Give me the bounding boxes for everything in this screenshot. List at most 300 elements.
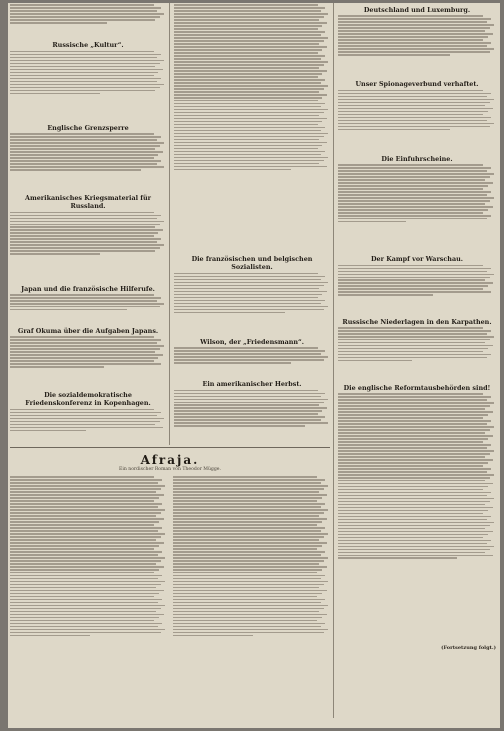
text-line: [338, 468, 491, 470]
text-line: [10, 218, 157, 220]
text-line: [173, 629, 328, 631]
text-line: [10, 635, 90, 637]
text-line: [173, 542, 327, 544]
text-line: [10, 215, 161, 217]
text-line: [174, 112, 324, 114]
text-line: [10, 412, 161, 414]
text-line: [338, 405, 490, 407]
text-line: [174, 282, 328, 284]
text-line: [174, 115, 319, 117]
text-line: [174, 285, 324, 287]
text-line: [10, 221, 164, 223]
text-line: [10, 226, 155, 228]
text-line: [338, 557, 457, 559]
text-line: [338, 185, 488, 187]
text-line: [338, 501, 490, 503]
text-line: [10, 78, 161, 80]
text-line: [10, 629, 165, 631]
text-line: [10, 84, 164, 86]
text-line: [174, 79, 325, 81]
text-line: [338, 54, 450, 56]
text-line: [10, 63, 160, 65]
text-line: [10, 238, 161, 240]
text-line: [338, 15, 483, 17]
text-line: [338, 51, 490, 53]
text-line: [10, 297, 161, 299]
headline: Russische Niederlagen in den Karpathen.: [342, 317, 492, 326]
text-line: [10, 235, 154, 237]
text-line: [10, 596, 154, 598]
text-line: [174, 58, 321, 60]
text-line: [10, 163, 157, 165]
article-text: [10, 409, 166, 445]
text-line: [173, 488, 324, 490]
text-line: [338, 519, 487, 521]
text-line: [338, 342, 485, 344]
text-line: [173, 611, 319, 613]
text-line: [10, 90, 155, 92]
column-divider: [333, 3, 334, 718]
text-line: [10, 160, 161, 162]
text-line: [10, 587, 156, 589]
text-line: [10, 133, 154, 135]
text-line: [10, 342, 157, 344]
text-line: [10, 560, 161, 562]
text-line: [338, 96, 487, 98]
text-line: [174, 10, 321, 12]
text-line: [174, 7, 325, 9]
text-line: [174, 393, 325, 395]
text-line: [174, 160, 324, 162]
text-line: [10, 430, 86, 432]
text-line: [10, 500, 154, 502]
text-line: [10, 241, 157, 243]
text-line: [173, 551, 325, 553]
text-line: [338, 360, 412, 362]
text-line: [173, 482, 321, 484]
text-line: [10, 545, 159, 547]
text-line: [10, 620, 154, 622]
text-line: [338, 528, 485, 530]
text-line: [338, 279, 485, 281]
text-line: [173, 494, 327, 496]
text-line: [10, 557, 165, 559]
text-line: [338, 504, 485, 506]
text-line: [10, 512, 161, 514]
text-line: [10, 145, 160, 147]
text-line: [174, 273, 318, 275]
text-line: [174, 100, 318, 102]
text-line: [10, 536, 161, 538]
feuilleton-title: Afraja.: [140, 453, 200, 467]
text-line: [174, 82, 321, 84]
text-line: [338, 209, 488, 211]
text-line: [10, 617, 159, 619]
text-line: [10, 294, 154, 296]
text-line: [10, 542, 164, 544]
text-line: [338, 546, 494, 548]
text-line: [173, 512, 324, 514]
text-line: [338, 206, 493, 208]
text-line: [10, 224, 160, 226]
text-line: [338, 408, 485, 410]
text-line: [173, 548, 317, 550]
text-line: [174, 121, 322, 123]
article-text: [338, 15, 496, 77]
feuilleton-subtitle: Ein nordischer Roman von Theodor Mügge.: [119, 467, 221, 472]
text-line: [338, 543, 487, 545]
text-line: [173, 557, 328, 559]
text-line: [10, 482, 158, 484]
text-line: [174, 359, 324, 361]
text-line: [10, 4, 154, 6]
text-line: [10, 424, 155, 426]
text-line: [10, 345, 164, 347]
text-line: [10, 590, 164, 592]
text-line: [174, 402, 324, 404]
text-line: [10, 599, 162, 601]
text-line: [10, 7, 161, 9]
text-line: [10, 69, 163, 71]
text-line: [174, 97, 322, 99]
text-line: [338, 486, 488, 488]
text-line: [338, 402, 494, 404]
text-line: [174, 169, 291, 171]
text-line: [10, 22, 107, 24]
text-line: [338, 126, 490, 128]
headline: Wilson, der „Friedensmann“.: [200, 337, 304, 346]
text-line: [338, 39, 483, 41]
text-line: [173, 506, 321, 508]
text-line: [173, 539, 319, 541]
text-line: [338, 426, 494, 428]
newspaper-page: [8, 3, 500, 728]
text-line: [338, 396, 491, 398]
text-line: [173, 587, 319, 589]
text-line: [10, 250, 155, 252]
text-line: [10, 593, 159, 595]
text-line: [173, 572, 317, 574]
text-line: [338, 339, 490, 341]
text-line: [338, 93, 491, 95]
text-line: [338, 288, 483, 290]
text-line: [10, 151, 163, 153]
text-line: [173, 476, 317, 478]
feuilleton-column-1: [10, 475, 167, 716]
text-line: [10, 509, 165, 511]
text-line: [10, 491, 156, 493]
text-line: [10, 360, 154, 362]
text-line: [173, 578, 321, 580]
text-line: [10, 572, 154, 574]
text-line: [10, 142, 164, 144]
text-line: [173, 596, 317, 598]
text-line: [174, 22, 327, 24]
text-line: [174, 103, 325, 105]
text-line: [10, 66, 155, 68]
article-text: [338, 265, 496, 315]
text-line: [173, 497, 322, 499]
text-line: [10, 16, 160, 18]
text-line: [174, 407, 327, 409]
text-line: [10, 348, 160, 350]
text-line: [10, 602, 158, 604]
text-line: [174, 300, 325, 302]
text-line: [10, 554, 158, 556]
text-line: [173, 500, 317, 502]
text-line: [338, 489, 483, 491]
text-line: [10, 608, 161, 610]
text-line: [173, 605, 328, 607]
text-line: [338, 45, 487, 47]
headline: Russische „Kultur“.: [52, 41, 124, 50]
text-line: [10, 51, 154, 53]
text-line: [338, 414, 488, 416]
text-line: [174, 422, 328, 424]
text-line: [174, 19, 319, 21]
headline: Ein amerikanischer Herbst.: [202, 380, 302, 389]
text-line: [338, 555, 493, 557]
text-line: [10, 136, 161, 138]
text-line: [338, 348, 488, 350]
text-line: [338, 483, 493, 485]
text-line: [173, 635, 253, 637]
text-line: [338, 99, 494, 101]
headline: Englische Grenzsperre: [47, 123, 129, 132]
text-line: [174, 13, 328, 15]
text-line: [338, 456, 485, 458]
text-line: [173, 503, 325, 505]
text-line: [10, 166, 164, 168]
text-line: [174, 312, 285, 314]
text-line: [338, 176, 490, 178]
text-line: [10, 418, 164, 420]
text-line: [10, 611, 156, 613]
text-line: [10, 632, 161, 634]
text-line: [10, 157, 154, 159]
text-line: [173, 590, 327, 592]
text-line: [174, 136, 324, 138]
section-divider: [10, 447, 330, 448]
article-text: [174, 273, 330, 335]
text-line: [174, 350, 325, 352]
text-line: [173, 545, 322, 547]
text-line: [338, 399, 487, 401]
text-line: [10, 229, 163, 231]
text-line: [174, 55, 325, 57]
text-line: [10, 506, 158, 508]
text-line: [173, 614, 327, 616]
text-line: [338, 218, 487, 220]
text-line: [338, 510, 488, 512]
text-line: [174, 142, 327, 144]
text-line: [10, 148, 155, 150]
text-line: [10, 306, 160, 308]
text-line: [174, 157, 328, 159]
text-line: [173, 566, 327, 568]
text-line: [338, 540, 491, 542]
text-line: [10, 479, 162, 481]
text-line: [338, 215, 491, 217]
text-line: [10, 527, 162, 529]
text-line: [10, 10, 157, 12]
text-line: [338, 120, 487, 122]
text-line: [174, 353, 321, 355]
headline: Deutschland und Luxemburg.: [363, 6, 471, 14]
text-line: [338, 411, 493, 413]
text-line: [10, 87, 160, 89]
text-line: [173, 527, 325, 529]
text-line: [10, 19, 155, 21]
text-line: [338, 268, 491, 270]
text-line: [10, 60, 164, 62]
text-line: [338, 221, 406, 223]
text-line: [174, 25, 322, 27]
text-line: [10, 366, 104, 368]
text-line: [173, 533, 328, 535]
text-line: [338, 354, 491, 356]
text-line: [10, 521, 159, 523]
text-line: [338, 21, 487, 23]
article-text: [10, 336, 166, 388]
text-line: [174, 163, 319, 165]
text-line: [338, 429, 490, 431]
text-line: [338, 465, 483, 467]
text-line: [10, 169, 141, 171]
article-text: [338, 327, 496, 381]
text-line: [174, 91, 319, 93]
text-line: [338, 30, 485, 32]
text-line: [338, 441, 483, 443]
text-line: [338, 417, 483, 419]
text-line: [338, 18, 491, 20]
text-line: [173, 536, 324, 538]
text-line: [10, 232, 158, 234]
text-line: [174, 31, 325, 33]
article-text: [338, 393, 496, 643]
continuation-note: (Fortsetzung folgt.): [441, 645, 496, 652]
text-line: [338, 351, 483, 353]
text-line: [174, 399, 328, 401]
text-line: [338, 423, 487, 425]
text-line: [174, 73, 322, 75]
text-line: [174, 46, 327, 48]
text-line: [338, 453, 490, 455]
text-line: [10, 503, 162, 505]
headline: Amerikanisches Kriegsmaterial für Russland.: [25, 194, 151, 211]
text-line: [173, 554, 321, 556]
text-line: [174, 356, 328, 358]
text-line: [174, 94, 327, 96]
text-line: [338, 522, 494, 524]
text-line: [338, 525, 490, 527]
text-line: [338, 129, 450, 131]
text-line: [174, 297, 318, 299]
text-line: [338, 492, 491, 494]
headline: Die Einfuhrscheine.: [381, 154, 453, 163]
text-line: [174, 309, 324, 311]
text-line: [174, 396, 321, 398]
text-line: [174, 34, 321, 36]
article-text: [338, 90, 496, 152]
text-line: [338, 200, 490, 202]
text-line: [174, 404, 319, 406]
text-line: [174, 148, 318, 150]
text-line: [174, 276, 325, 278]
text-line: [10, 13, 164, 15]
text-line: [338, 330, 491, 332]
text-line: [338, 333, 487, 335]
text-line: [174, 291, 327, 293]
text-line: [174, 4, 318, 6]
headline: Der Kampf vor Warschau.: [371, 255, 463, 264]
text-line: [338, 114, 483, 116]
text-line: [173, 632, 324, 634]
text-line: [174, 109, 328, 111]
text-line: [338, 164, 483, 166]
text-line: [10, 81, 157, 83]
text-line: [173, 617, 322, 619]
text-line: [174, 64, 324, 66]
text-line: [174, 410, 322, 412]
text-line: [173, 581, 328, 583]
text-line: [174, 294, 322, 296]
text-line: [10, 415, 157, 417]
text-line: [338, 516, 491, 518]
text-line: [173, 602, 321, 604]
text-line: [338, 102, 490, 104]
column-divider: [169, 3, 170, 445]
article-text: [173, 476, 330, 716]
text-line: [338, 24, 494, 26]
text-line: [10, 57, 157, 59]
text-line: [173, 518, 327, 520]
text-line: [338, 90, 483, 92]
text-line: [174, 70, 327, 72]
text-line: [10, 575, 162, 577]
text-line: [173, 509, 328, 511]
text-line: [10, 309, 127, 311]
text-line: [338, 459, 493, 461]
text-line: [174, 106, 321, 108]
text-line: [173, 575, 325, 577]
text-line: [338, 435, 493, 437]
text-line: [10, 578, 158, 580]
column-1: [10, 3, 166, 445]
text-line: [173, 620, 317, 622]
text-line: [10, 626, 158, 628]
text-line: [174, 127, 325, 129]
text-line: [174, 40, 324, 42]
text-line: [10, 515, 156, 517]
text-line: [10, 485, 165, 487]
text-line: [338, 203, 485, 205]
text-line: [10, 427, 163, 429]
text-line: [338, 438, 488, 440]
text-line: [338, 117, 491, 119]
text-line: [173, 560, 324, 562]
text-line: [338, 432, 485, 434]
text-line: [10, 75, 154, 77]
text-line: [338, 274, 494, 276]
article-text: [174, 347, 330, 377]
text-line: [338, 27, 490, 29]
text-line: [174, 28, 318, 30]
text-line: [174, 362, 291, 364]
text-line: [174, 279, 321, 281]
article-text: [10, 51, 166, 121]
feuilleton-column-2: [173, 475, 330, 716]
